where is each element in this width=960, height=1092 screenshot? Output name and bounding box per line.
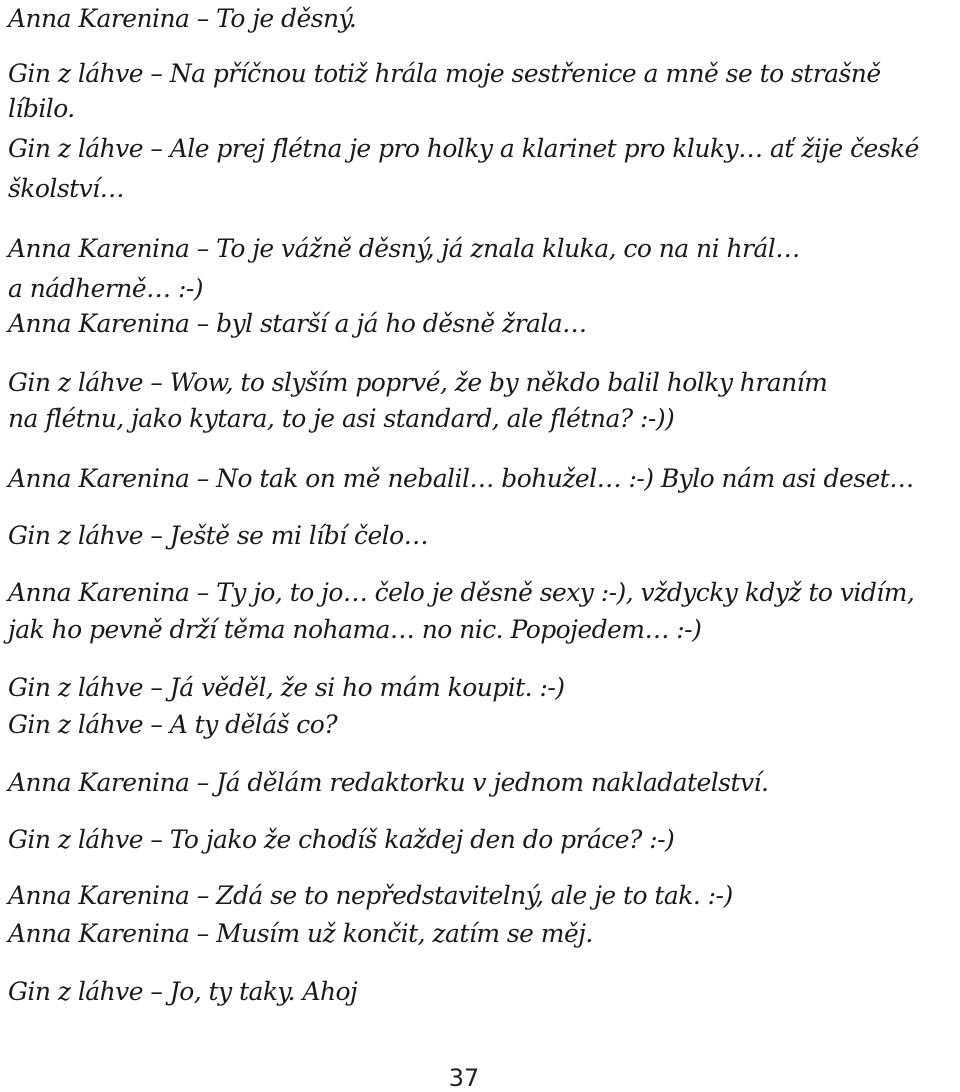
text-line: Gin z láhve – To jako že chodíš každej den do práce? :-) <box>8 825 675 854</box>
text-line: a nádherně… :-) <box>8 274 203 303</box>
text-line: Gin z láhve – Ale prej flétna je pro holky a klarinet pro kluky… ať žije české <box>8 134 919 163</box>
text-line: Gin z láhve – A ty děláš co? <box>8 710 338 739</box>
text-line: Gin z láhve – Jo, ty taky. Ahoj <box>8 977 358 1006</box>
text-line: Anna Karenina – Ty jo, to jo… čelo je děsně sexy :-), vždycky když to vidím, <box>8 578 915 607</box>
text-line: Anna Karenina – Musím už končit, zatím se měj. <box>8 919 593 948</box>
text-line: Gin z láhve – Na příčnou totiž hrála moje sestřenice a mně se to strašně <box>8 59 881 88</box>
text-line: Anna Karenina – Já dělám redaktorku v jednom nakladatelství. <box>8 768 769 797</box>
text-line: jak ho pevně drží těma nohama… no nic. Popojedem… :-) <box>8 615 702 644</box>
text-line: Anna Karenina – To je vážně děsný, já znala kluka, co na ni hrál… <box>8 234 800 263</box>
text-line: Anna Karenina – To je děsný. <box>8 4 357 33</box>
book-page <box>8 0 960 1090</box>
text-line: Gin z láhve – Já věděl, že si ho mám koupit. :-) <box>8 673 565 702</box>
text-line: Gin z láhve – Wow, to slyším poprvé, že by někdo balil holky hraním <box>8 368 828 397</box>
page-number: 37 <box>448 1064 480 1092</box>
text-line: Anna Karenina – Zdá se to nepředstavitelný, ale je to tak. :-) <box>8 881 733 910</box>
text-line: Anna Karenina – No tak on mě nebalil… bohužel… :-) Bylo nám asi deset… <box>8 464 914 493</box>
text-line: na flétnu, jako kytara, to je asi standard, ale flétna? :-)) <box>8 404 675 433</box>
text-line: školství… <box>8 174 125 203</box>
text-line: Anna Karenina – byl starší a já ho děsně žrala… <box>8 309 587 338</box>
text-line: Gin z láhve – Ještě se mi líbí čelo… <box>8 521 429 550</box>
text-line: líbilo. <box>8 94 75 123</box>
